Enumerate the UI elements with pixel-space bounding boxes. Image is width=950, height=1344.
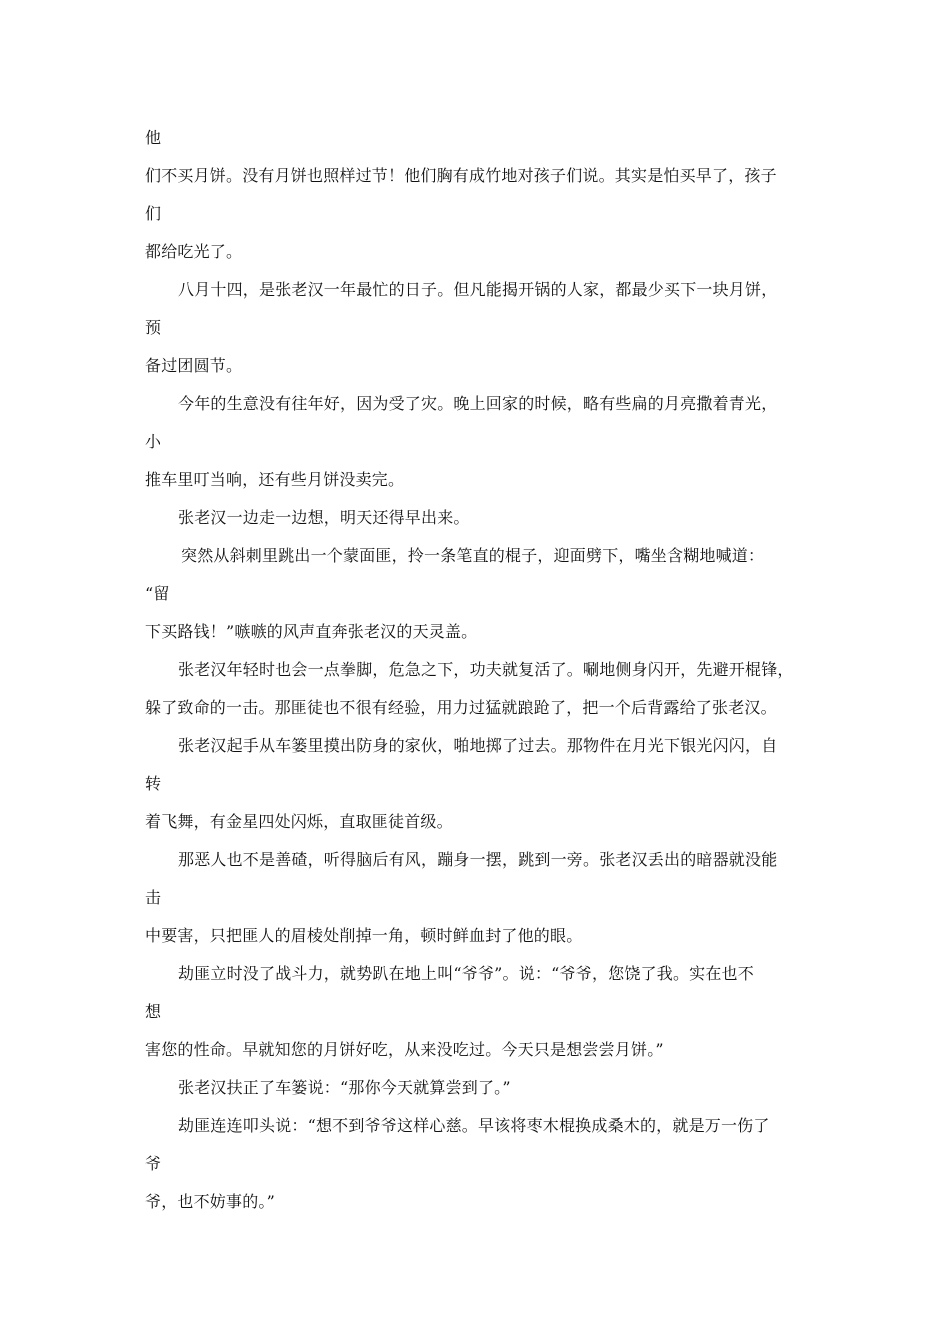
paragraph-line: 突然从斜刺里跳出一个蒙面匪，拎一条笔直的棍子，迎面劈下，嘴坐含糊地喊道： — [181, 546, 765, 565]
paragraph-line: 那恶人也不是善碴，听得脑后有风，蹦身一摆，跳到一旁。张老汉丢出的暗器就没能 — [178, 850, 778, 869]
text-line: 下买路钱！”嗾嗾的风声直奔张老汉的天灵盖。 — [145, 622, 478, 641]
text-line: 他 — [145, 128, 162, 147]
paragraph-line: 张老汉一边走一边想，明天还得早出来。 — [178, 508, 470, 527]
paragraph-line: 劫匪立时没了战斗力，就势趴在地上叫“爷爷”。说：“爷爷，您饶了我。实在也不 — [178, 964, 754, 983]
text-line: “留 — [145, 584, 170, 603]
text-line: 都给吃光了。 — [145, 242, 243, 261]
paragraph-line: 劫匪连连叩头说：“想不到爷爷这样心慈。早该将枣木棍换成桑木的，就是万一伤了 — [178, 1116, 770, 1135]
text-line: 害您的性命。早就知您的月饼好吃，从来没吃过。今天只是想尝尝月饼。” — [145, 1040, 664, 1059]
text-line: 爷 — [145, 1154, 162, 1173]
paragraph-line: 八月十四，是张老汉一年最忙的日子。但凡能揭开锅的人家，都最少买下一块月饼， — [178, 280, 778, 299]
text-line: 推车里叮当响，还有些月饼没卖完。 — [145, 470, 405, 489]
text-line: 小 — [145, 432, 162, 451]
text-line: 们不买月饼。没有月饼也照样过节！他们胸有成竹地对孩子们说。其实是怕买早了，孩子 — [145, 166, 777, 185]
text-line: 爷，也不妨事的。” — [145, 1192, 275, 1211]
text-line: 躲了致命的一击。那匪徒也不很有经验，用力过猛就踉跄了，把一个后背露给了张老汉。 — [145, 698, 777, 717]
paragraph-line: 今年的生意没有往年好，因为受了灾。晚上回家的时候，略有些扁的月亮撒着青光， — [178, 394, 778, 413]
text-line: 预 — [145, 318, 162, 337]
text-line: 中要害，只把匪人的眉棱处削掉一角，顿时鲜血封了他的眼。 — [145, 926, 583, 945]
paragraph-line: 张老汉扶正了车篓说：“那你今天就算尝到了。” — [178, 1078, 511, 1097]
text-line: 们 — [145, 204, 162, 223]
text-line: 想 — [145, 1002, 162, 1021]
text-line: 备过团圆节。 — [145, 356, 243, 375]
text-line: 转 — [145, 774, 162, 793]
text-line: 击 — [145, 888, 162, 907]
paragraph-line: 张老汉起手从车篓里摸出防身的家伙，啪地掷了过去。那物件在月光下银光闪闪，自 — [178, 736, 778, 755]
paragraph-line: 张老汉年轻时也会一点拳脚，危急之下，功夫就复活了。唰地侧身闪开，先避开棍锋， — [178, 660, 794, 679]
text-line: 着飞舞，有金星四处闪烁，直取匪徒首级。 — [145, 812, 453, 831]
